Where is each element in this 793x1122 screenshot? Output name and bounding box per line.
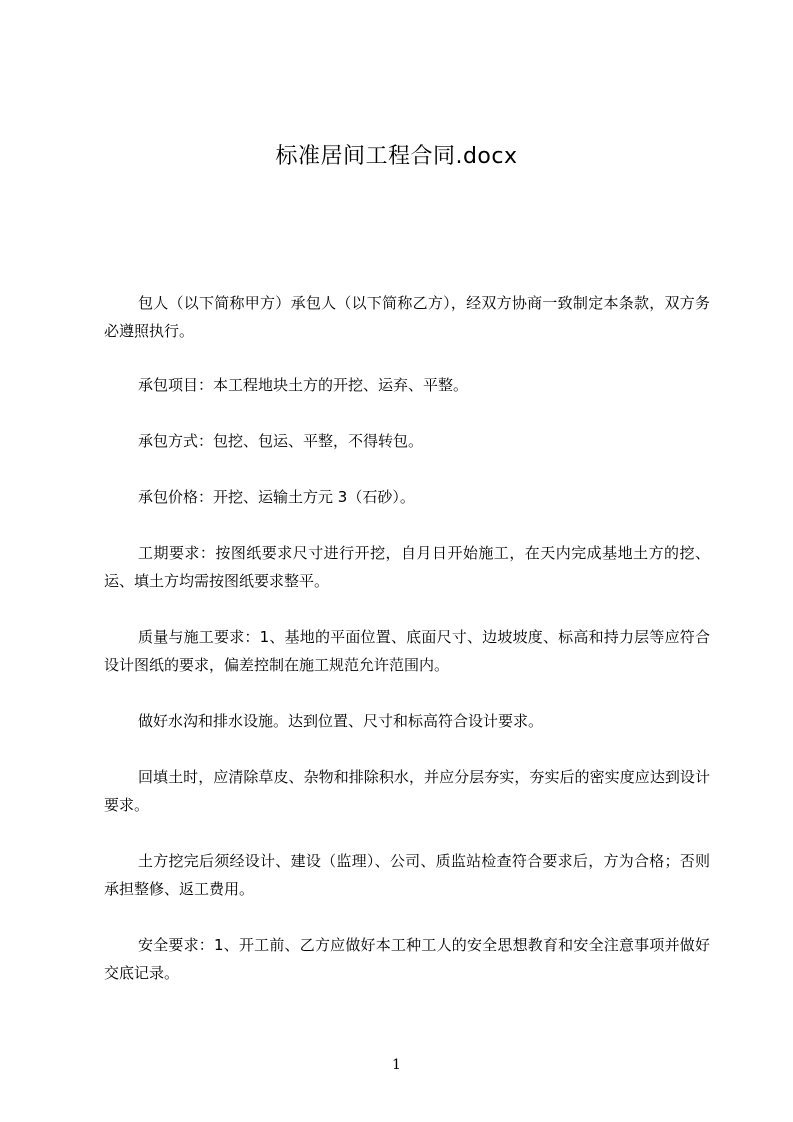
paragraph-quality: 质量与施工要求：1、基地的平面位置、底面尺寸、边坡坡度、标高和持力层等应符合设计图纸的要求，偏差控制在施工规范允许范围内。 (104, 628, 710, 674)
page-number: 1 (392, 1057, 401, 1073)
document-body (104, 289, 710, 1015)
paragraph-backfill: 回填土时，应清除草皮、杂物和排除积水，并应分层夯实，夯实后的密实度应达到设计要求。 (104, 768, 710, 814)
paragraph-safety: 安全要求：1、开工前、乙方应做好本工种工人的安全思想教育和安全注意事项并做好交底记录。 (104, 936, 710, 982)
paragraph-inspection: 土方挖完后须经设计、建设（监理）、公司、质监站检查符合要求后，方为合格；否则承担整修、返工费用。 (104, 852, 710, 898)
paragraph-contract-price: 承包价格：开挖、运输土方元 3（石砂）。 (138, 488, 415, 506)
paragraph-contract-method: 承包方式：包挖、包运、平整，不得转包。 (138, 432, 424, 450)
paragraph-contract-item: 承包项目：本工程地块土方的开挖、运弃、平整。 (138, 376, 469, 394)
paragraph-preamble: 包人（以下简称甲方）承包人（以下简称乙方），经双方协商一致制定本条款，双方务必遵照执行。 (104, 294, 710, 340)
paragraph-drainage: 做好水沟和排水设施。达到位置、尺寸和标高符合设计要求。 (138, 712, 544, 730)
paragraph-schedule: 工期要求：按图纸要求尺寸进行开挖，自月日开始施工，在天内完成基地土方的挖、运、填土方均需按图纸要求整平。 (104, 544, 710, 590)
document-title: 标准居间工程合同.docx (275, 144, 518, 169)
